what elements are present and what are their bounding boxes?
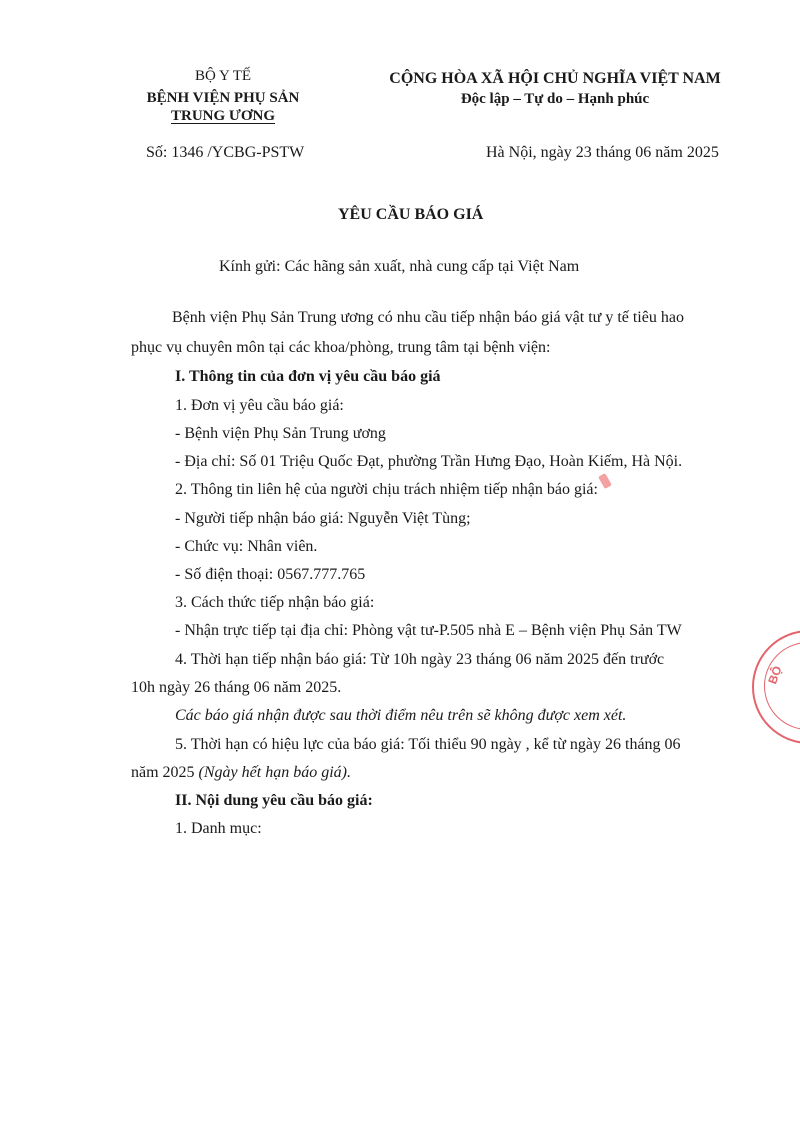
section-1-item-1: 1. Đơn vị yêu cầu báo giá: <box>175 397 344 414</box>
republic-heading: CỘNG HÒA XÃ HỘI CHỦ NGHĨA VIỆT NAM <box>389 70 721 87</box>
hospital-name-line2: TRUNG ƯƠNG <box>170 108 276 124</box>
intro-line-2: phục vụ chuyên môn tại các khoa/phòng, trung tâm tại bệnh viện: <box>131 339 551 356</box>
late-submission-note: Các báo giá nhận được sau thời điểm nêu trên sẽ không được xem xét. <box>175 707 627 724</box>
hospital-name-line1: BỆNH VIỆN PHỤ SẢN <box>146 90 300 106</box>
receiving-method: - Nhận trực tiếp tại địa chỉ: Phòng vật tư-P.505 nhà E – Bệnh viện Phụ Sản TW <box>175 622 682 639</box>
unit-address: - Địa chỉ: Số 01 Triệu Quốc Đạt, phường Trần Hưng Đạo, Hoàn Kiếm, Hà Nội. <box>175 453 683 470</box>
document-number: Số: 1346 /YCBG-PSTW <box>146 144 305 161</box>
section-1-item-4-line-1: 4. Thời hạn tiếp nhận báo giá: Từ 10h ngày 23 tháng 06 năm 2025 đến trước <box>175 651 665 668</box>
section-1-item-2: 2. Thông tin liên hệ của người chịu trách nhiệm tiếp nhận báo giá: <box>175 481 598 498</box>
recipient-line: Kính gửi: Các hãng sản xuất, nhà cung cấp tại Việt Nam <box>219 258 580 275</box>
requesting-unit: - Bệnh viện Phụ Sản Trung ương <box>175 425 386 442</box>
seal-text: BỘ <box>765 664 785 686</box>
receiver-position: - Chức vụ: Nhân viên. <box>175 538 318 555</box>
official-seal-stamp <box>752 630 800 744</box>
ministry-name: BỘ Y TẾ <box>194 68 252 84</box>
section-1-heading: I. Thông tin của đơn vị yêu cầu báo giá <box>175 368 441 385</box>
section-1-item-3: 3. Cách thức tiếp nhận báo giá: <box>175 594 375 611</box>
validity-year: năm 2025 <box>131 764 199 781</box>
section-1-item-5-line-2 <box>131 764 351 782</box>
seal-inner-ring <box>764 642 800 730</box>
pen-mark <box>598 473 612 489</box>
section-2-item-1: 1. Danh mục: <box>175 820 262 837</box>
document-title: YÊU CẦU BÁO GIÁ <box>338 206 484 223</box>
section-2-heading: II. Nội dung yêu cầu báo giá: <box>175 792 373 809</box>
receiver-name: - Người tiếp nhận báo giá: Nguyễn Việt Tùng; <box>175 510 471 527</box>
place-and-date: Hà Nội, ngày 23 tháng 06 năm 2025 <box>486 144 719 161</box>
intro-line-1: Bệnh viện Phụ Sản Trung ương có nhu cầu tiếp nhận báo giá vật tư y tế tiêu hao <box>172 309 684 326</box>
receiver-phone: - Số điện thoại: 0567.777.765 <box>175 566 366 583</box>
section-1-item-4-line-2: 10h ngày 26 tháng 06 năm 2025. <box>131 679 342 696</box>
section-1-item-5-line-1: 5. Thời hạn có hiệu lực của báo giá: Tối thiểu 90 ngày , kể từ ngày 26 tháng 06 <box>175 736 681 753</box>
validity-expiry-note: (Ngày hết hạn báo giá). <box>198 764 351 781</box>
national-motto: Độc lập – Tự do – Hạnh phúc <box>460 91 650 107</box>
